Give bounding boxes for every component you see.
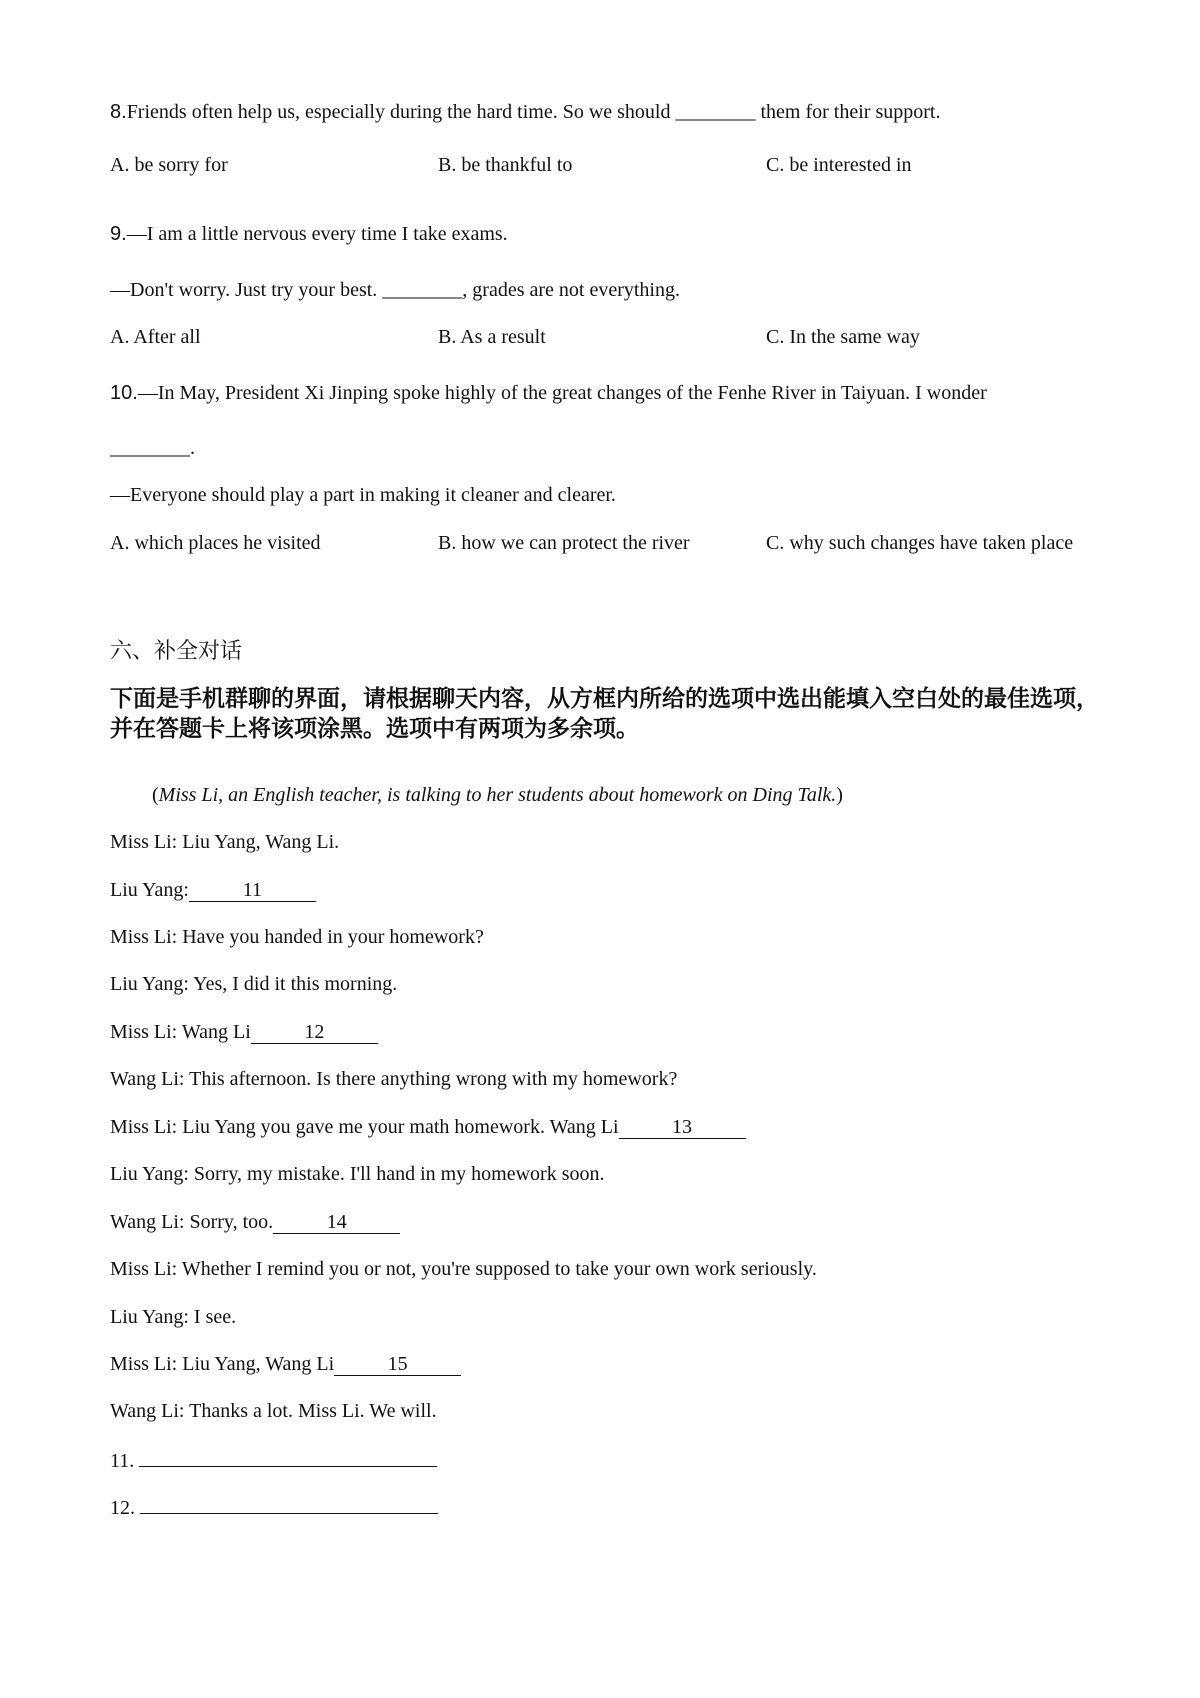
question-number: 10. xyxy=(110,382,138,404)
dialogue-speaker-text: Miss Li: Liu Yang, Wang Li xyxy=(110,1353,335,1375)
dialogue-line xyxy=(110,1351,461,1377)
section-instruction: 下面是手机群聊的界面，请根据聊天内容，从方框内所给的选项中选出能填入空白处的最佳选项，并在答题卡上将该项涂黑。选项中有两项为多余项。 xyxy=(110,686,1099,742)
answer-line xyxy=(110,1493,438,1521)
context-paren: ) xyxy=(836,784,843,806)
question-text: them for their support. xyxy=(755,101,941,123)
dialogue-line: Wang Li: This afternoon. Is there anything wrong with my homework? xyxy=(110,1068,678,1090)
answer-input[interactable] xyxy=(139,1446,437,1467)
answer-blank: ________ xyxy=(675,101,756,123)
question-number: 8. xyxy=(110,101,127,123)
dialogue-line xyxy=(110,1019,378,1045)
dialogue-line: Miss Li: Have you handed in your homework? xyxy=(110,926,484,948)
dialogue-line: Miss Li: Whether I remind you or not, you're supposed to take your own work seriously. xyxy=(110,1258,817,1280)
option-a[interactable]: A. which places he visited xyxy=(110,532,321,554)
answer-number: 12. xyxy=(110,1497,140,1519)
option-c[interactable]: C. be interested in xyxy=(766,154,912,176)
option-a[interactable]: A. be sorry for xyxy=(110,154,228,176)
dialogue-speaker-text: Miss Li: Liu Yang you gave me your math homework. Wang Li xyxy=(110,1116,619,1138)
dialogue-line: Liu Yang: I see. xyxy=(110,1306,237,1328)
dialogue-line xyxy=(110,1209,400,1235)
answer-line xyxy=(110,1446,437,1474)
dialogue-line xyxy=(110,877,316,903)
dialogue-context xyxy=(152,782,843,808)
context-paren: ( xyxy=(152,784,159,806)
question-9-stem xyxy=(110,221,508,247)
dialogue-blank[interactable]: 12 xyxy=(251,1021,378,1044)
option-c[interactable]: C. why such changes have taken place xyxy=(766,532,1074,554)
option-b[interactable]: B. be thankful to xyxy=(438,154,573,176)
option-a[interactable]: A. After all xyxy=(110,326,201,348)
dialogue-line: Wang Li: Thanks a lot. Miss Li. We will. xyxy=(110,1400,437,1422)
question-8-stem xyxy=(110,99,940,125)
dialogue-blank[interactable]: 11 xyxy=(189,879,316,902)
question-10-reply: —Everyone should play a part in making it cleaner and clearer. xyxy=(110,484,616,506)
question-9-reply: —Don't worry. Just try your best. ________, grades are not everything. xyxy=(110,279,680,301)
question-10-stem xyxy=(110,380,987,406)
question-number: 9. xyxy=(110,223,127,245)
question-text: —In May, President Xi Jinping spoke highly of the great changes of the Fenhe River in Taiyuan. I wonder xyxy=(137,382,987,404)
dialogue-line xyxy=(110,1114,746,1140)
dialogue-speaker-text: Miss Li: Wang Li xyxy=(110,1021,251,1043)
dialogue-speaker-text: Wang Li: Sorry, too. xyxy=(110,1211,274,1233)
question-text: —I am a little nervous every time I take exams. xyxy=(126,223,508,245)
option-b[interactable]: B. how we can protect the river xyxy=(438,532,690,554)
question-text: Friends often help us, especially during the hard time. So we should xyxy=(126,101,676,123)
dialogue-line: Liu Yang: Yes, I did it this morning. xyxy=(110,973,398,995)
option-b[interactable]: B. As a result xyxy=(438,326,546,348)
dialogue-blank[interactable]: 15 xyxy=(334,1353,461,1376)
answer-number: 11. xyxy=(110,1450,140,1472)
dialogue-line: Miss Li: Liu Yang, Wang Li. xyxy=(110,831,340,853)
section-title: 六、补全对话 xyxy=(110,639,243,664)
dialogue-speaker-text: Liu Yang: xyxy=(110,879,189,901)
option-c[interactable]: C. In the same way xyxy=(766,326,920,348)
answer-input[interactable] xyxy=(140,1493,438,1514)
dialogue-line: Liu Yang: Sorry, my mistake. I'll hand in my homework soon. xyxy=(110,1163,605,1185)
dialogue-blank[interactable]: 13 xyxy=(619,1116,746,1139)
context-text: Miss Li, an English teacher, is talking to her students about homework on Ding Talk. xyxy=(158,784,837,806)
dialogue-blank[interactable]: 14 xyxy=(273,1211,400,1234)
question-10-blank: ________. xyxy=(110,437,195,459)
